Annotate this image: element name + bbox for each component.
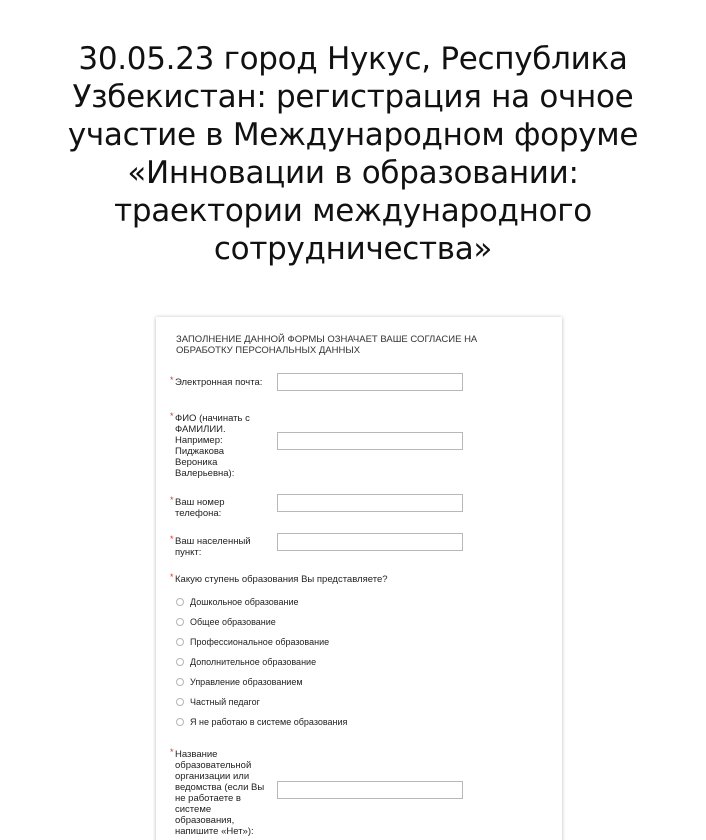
radio-button[interactable] xyxy=(176,698,184,706)
radio-label: Частный педагог xyxy=(190,697,260,707)
phone-field[interactable] xyxy=(277,494,463,512)
radio-button[interactable] xyxy=(176,638,184,646)
radio-label: Общее образование xyxy=(190,617,276,627)
required-mark: * xyxy=(170,747,174,757)
radio-label: Дошкольное образование xyxy=(190,597,299,607)
required-mark: * xyxy=(170,534,174,544)
radio-label: Дополнительное образование xyxy=(190,657,317,667)
phone-label xyxy=(170,495,247,519)
radio-button[interactable] xyxy=(176,598,184,606)
radio-button[interactable] xyxy=(176,658,184,666)
email-label-text: Электронная почта: xyxy=(175,377,263,388)
radio-button[interactable] xyxy=(176,618,184,626)
email-field[interactable] xyxy=(277,373,463,391)
organization-label-text: Название образовательной организации или ведомства (если Вы не работаете в системе образования, напишите «Нет»): xyxy=(175,749,265,837)
radio-additional-education[interactable] xyxy=(176,656,316,668)
required-mark: * xyxy=(170,411,174,421)
registration-form xyxy=(156,317,562,840)
locality-field[interactable] xyxy=(277,533,463,551)
radio-label: Профессиональное образование xyxy=(190,637,330,647)
required-mark: * xyxy=(170,495,174,505)
radio-label: Управление образованием xyxy=(190,677,303,687)
full-name-label xyxy=(170,411,267,479)
radio-not-in-education[interactable] xyxy=(176,716,347,728)
required-mark: * xyxy=(170,375,174,385)
required-mark: * xyxy=(170,572,174,582)
consent-notice: ЗАПОЛНЕНИЕ ДАННОЙ ФОРМЫ ОЗНАЧАЕТ ВАШЕ СОГЛАСИЕ НА ОБРАБОТКУ ПЕРСОНАЛЬНЫХ ДАННЫХ xyxy=(176,334,478,356)
radio-button[interactable] xyxy=(176,718,184,726)
radio-preschool-education[interactable] xyxy=(176,596,298,608)
phone-label-text: Ваш номер телефона: xyxy=(175,497,225,519)
radio-general-education[interactable] xyxy=(176,616,276,628)
organization-label xyxy=(170,747,271,837)
radio-education-management[interactable] xyxy=(176,676,303,688)
full-name-label-text: ФИО (начинать с ФАМИЛИИ. Например: Пиджакова Вероника Валерьевна): xyxy=(175,413,250,479)
locality-label xyxy=(170,534,261,558)
email-label xyxy=(170,375,275,388)
radio-label: Я не работаю в системе образования xyxy=(190,717,348,727)
page-title: 30.05.23 город Нукус, Республика Узбекистан: регистрация на очное участие в Международном форуме «Инновации в образовании: траектории международного сотрудничества» xyxy=(67,41,639,267)
radio-professional-education[interactable] xyxy=(176,636,329,648)
radio-private-teacher[interactable] xyxy=(176,696,260,708)
radio-button[interactable] xyxy=(176,678,184,686)
organization-field[interactable] xyxy=(277,781,463,799)
education-level-question-text: Какую ступень образования Вы представляете? xyxy=(175,574,388,585)
locality-label-text: Ваш населенный пункт: xyxy=(175,536,251,558)
full-name-field[interactable] xyxy=(277,432,463,450)
education-level-question xyxy=(170,572,388,585)
